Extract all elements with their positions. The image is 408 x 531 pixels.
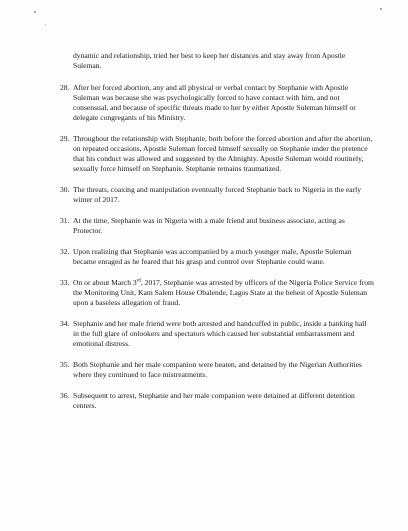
continued-paragraph: dynamic and relationship, tried her best to keep her distances and stay away from Apostle Suleman.: [73, 50, 346, 70]
paragraph-number: 33.: [60, 277, 70, 287]
paragraph-text: Upon realizing that Stephanie was accompanied by a much younger male, Apostle Suleman became enraged as he feared that his grasp and control over Stephanie could wane.: [73, 246, 352, 266]
paragraph-text: At the time, Stephanie was in Nigeria with a male friend and business associate, acting as Protector.: [73, 215, 345, 235]
paragraph-31: [60, 216, 374, 236]
paragraph-28: [60, 83, 374, 123]
paragraph-36: [60, 391, 374, 411]
paragraph-number: 28.: [60, 82, 70, 92]
paragraph-number: 32.: [60, 246, 70, 256]
paragraph-35: [60, 360, 374, 380]
paragraph-text: [73, 278, 374, 308]
paragraph-text: After her forced abortion, any and all physical or verbal contact by Stephanie with Apostle Suleman was because she was psychologically forced to have contact with him, and not consensual, and because of specific threats made to her by either Apostle Suleman himself or delegate congregants of his Ministry.: [73, 82, 356, 122]
paragraph-29: [60, 134, 374, 174]
paragraph-text: Both Stephanie and her male companion were beaten, and detained by the Nigerian Authorities where they continued to face mistreatments.: [73, 359, 362, 379]
paragraph-text: Throughout the relationship with Stephanie, both before the forced abortion and after the abortion, on repeated occasions, Apostle Suleman forced himself sexually on Stephanie under the pretence that his conduct was allowed and suggested by the Almighty. Apostle Suleman would routinely, sexually force himself on Stephanie. Stephanie remains traumatized.: [73, 133, 373, 173]
text-after-superscript: , 2017, Stephanie was arrested by officers of the Nigeria Police Service from the Monitoring Unit, Kam Salem House Obalende, Lagos State at the behest of Apostle Suleman upon a baseless allegation of fraud.: [73, 277, 374, 307]
paragraph-text: Subsequent to arrest, Stephanie and her male companion were detained at different detention centers.: [73, 390, 355, 410]
text-before-superscript: On or about March 3: [73, 277, 137, 287]
paragraph-32: [60, 247, 374, 267]
document-body: [60, 43, 374, 422]
paragraph-number: 34.: [60, 318, 70, 328]
paragraph-number: 30.: [60, 184, 70, 194]
paragraph-33: [60, 278, 374, 308]
scan-speck: [45, 24, 46, 25]
paragraph-number: 31.: [60, 215, 70, 225]
date-ordinal-superscript: rd: [136, 278, 141, 284]
paragraph-34: [60, 319, 374, 349]
paragraph-number: 36.: [60, 390, 70, 400]
paragraph-text: The threats, coaxing and manipulation eventually forced Stephanie back to Nigeria in the early winter of 2017.: [73, 184, 362, 204]
scan-speck: [380, 8, 382, 10]
paragraph-number: 35.: [60, 359, 70, 369]
paragraph-number: 29.: [60, 133, 70, 143]
paragraph-30: [60, 185, 374, 205]
paragraph-text: Stephanie and her male friend were both arrested and handcuffed in public, inside a banking hall in the full glare of onlookers and spectators which caused her substantial embarrassment and emotional distress.: [73, 318, 367, 348]
scan-speck: [34, 11, 36, 13]
